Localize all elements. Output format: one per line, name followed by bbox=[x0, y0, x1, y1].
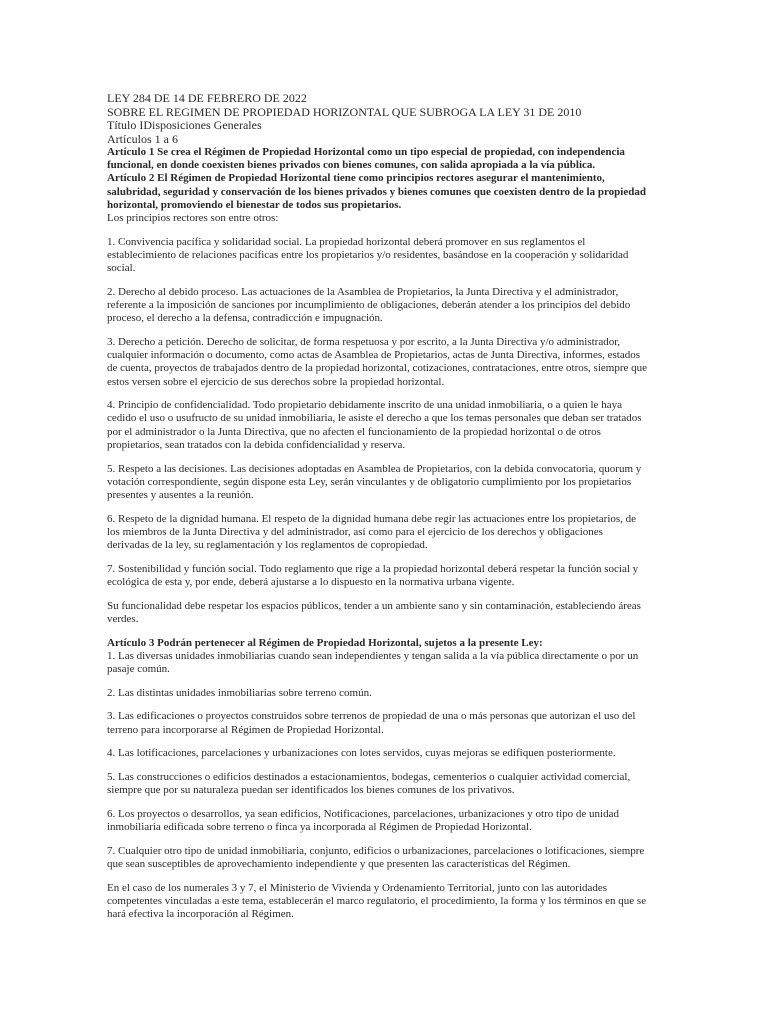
articulo-3-line: 1. Las diversas unidades inmobiliarias cuando sean independientes y tengan salida a la vía pública directamente o por un bbox=[107, 649, 639, 662]
principio-6 bbox=[107, 513, 667, 553]
articulo-3-line: pasaje común. bbox=[107, 663, 170, 675]
articulo-3-line: terreno para incorporarse al Régimen de Propiedad Horizontal. bbox=[107, 723, 384, 736]
articulo-3-line: que sean susceptibles de aprovechamiento independiente y que presenten las características del Régimen. bbox=[107, 858, 571, 871]
principio-line: proceso, el derecho a la defensa, contradicción e impugnación. bbox=[107, 312, 383, 325]
principio-line: derivadas de la ley, su reglamentación y los reglamentos de copropiedad. bbox=[107, 539, 428, 552]
principio-2 bbox=[107, 286, 667, 326]
articulo-2-line: horizontal, promoviendo el bienestar de todos sus propietarios. bbox=[107, 198, 402, 211]
articulo-3-item-3 bbox=[107, 710, 667, 736]
articulo-2-line: Artículo 2 El Régimen de Propiedad Horizontal tiene como principios rectores asegurar el mantenimiento, bbox=[107, 172, 605, 185]
principio-line: 5. Respeto a las decisiones. Las decisiones adoptadas en Asamblea de Propietarios, con la debida convocatoria, quorum y bbox=[107, 462, 642, 475]
articulo-3-closing bbox=[107, 882, 667, 922]
principio-5 bbox=[107, 463, 667, 503]
principio-4 bbox=[107, 399, 667, 452]
articulo-3-item-1 bbox=[107, 650, 667, 676]
principio-line: 1. Convivencia pacífica y solidaridad social. La propiedad horizontal deberá promover en sus reglamentos el bbox=[107, 235, 586, 248]
principio-line: establecimiento de relaciones pacíficas entre los propietarios y/o residentes, basándose en la cooperación y solidaridad bbox=[107, 248, 629, 261]
articulo-3-item-2 bbox=[107, 687, 667, 700]
principio-line: social. bbox=[107, 262, 136, 275]
principio-line: estos versen sobre el ejercicio de sus derechos sobre la propiedad horizontal. bbox=[107, 375, 445, 388]
title-heading: Título IDisposiciones Generales bbox=[107, 118, 262, 132]
articulo-1 bbox=[107, 146, 667, 172]
principios-intro bbox=[107, 212, 667, 225]
articulo-2-line: salubridad, seguridad y conservación de los bienes privados y bienes comunes que coexisten dentro de la propiedad bbox=[107, 185, 646, 198]
law-title: LEY 284 DE 14 DE FEBRERO DE 2022 bbox=[107, 91, 307, 105]
principio-3 bbox=[107, 336, 667, 389]
articles-range: Artículos 1 a 6 bbox=[107, 131, 178, 146]
principio-line: de cuenta, proyectos de trabajados dentro de la propiedad horizontal, cotizaciones, contrataciones, entre otros, siempre que bbox=[107, 362, 648, 375]
principio-line: cualquier información o documento, como actas de Asamblea de Propietarios, actas de Junta Directiva, informes, estados bbox=[107, 349, 641, 362]
principio-line: por el administrador o la Junta Directiva, que no afecten el funcionamiento de la propiedad horizontal o de otros bbox=[107, 425, 601, 438]
principio-line: 6. Respeto de la dignidad humana. El respeto de la dignidad humana debe regir las actuaciones entre los propietarios, de bbox=[107, 512, 637, 525]
articulo-3-heading: Artículo 3 Podrán pertenecer al Régimen de Propiedad Horizontal, sujetos a la presente Ley: bbox=[107, 636, 543, 649]
articulo-1-line: funcional, en donde coexisten bienes privados con bienes comunes, con salida apropiada a la vía pública. bbox=[107, 159, 596, 172]
principio-line: presentes y ausentes a la reunión. bbox=[107, 488, 254, 501]
articulo-3-item-5 bbox=[107, 771, 667, 797]
principio-line: los miembros de la Junta Directiva y del administrador, así como para el ejercicio de los derechos y obligaciones bbox=[107, 525, 603, 538]
principio-line: Su funcionalidad debe respetar los espacios públicos, tender a un ambiente sano y sin contaminación, estableciendo áreas bbox=[107, 599, 641, 612]
principio-line: referente a la imposición de sanciones por incumplimiento de obligaciones, deberán atender a los principios del debido bbox=[107, 299, 631, 312]
articulo-3-line: En el caso de los numerales 3 y 7, el Ministerio de Vivienda y Ordenamiento Territorial, junto con las autoridades bbox=[107, 881, 608, 894]
principio-line: verdes. bbox=[107, 612, 139, 625]
articulo-3-line: 6. Los proyectos o desarrollos, ya sean edificios, Notificaciones, parcelaciones, urbanizaciones y otro tipo de unidad bbox=[107, 807, 619, 820]
articulo-3-line: competentes vinculadas a este tema, establecerán el marco regulatorio, el procedimiento, la forma y los términos en que se bbox=[107, 894, 647, 907]
articulo-3-item-4 bbox=[107, 747, 667, 760]
principios-intro-text: Los principios rectores son entre otros: bbox=[107, 212, 279, 225]
articulo-3-item-7 bbox=[107, 845, 667, 871]
principio-line: ecológica de esta y, por ende, deberá ajustarse a lo dispuesto en la normativa urbana vigente. bbox=[107, 575, 515, 588]
principio-line: propietarios, sean tratados con la debida confidencialidad y reserva. bbox=[107, 438, 406, 451]
articulo-3-item-6 bbox=[107, 808, 667, 834]
articulo-3-line: 2. Las distintas unidades inmobiliarias sobre terreno común. bbox=[107, 686, 372, 699]
principio-1 bbox=[107, 236, 667, 276]
articulo-3-line: hará efectiva la incorporación al Régimen. bbox=[107, 908, 294, 921]
principio-line: votación correspondiente, según dispone esta Ley, serán vinculantes y de obligatorio cumplimiento por los propietarios bbox=[107, 475, 632, 488]
articulo-3-line: 5. Las construcciones o edificios destinados a estacionamientos, bodegas, cementerios o cualquier actividad comercial, bbox=[107, 771, 631, 784]
articulo-3-line: inmobiliaria edificada sobre terreno o finca ya incorporada al Régimen de Propiedad Horizontal. bbox=[107, 821, 532, 834]
principio-line: 4. Principio de confidencialidad. Todo propietario debidamente inscrito de una unidad inmobiliaria, o a quien le haya bbox=[107, 399, 622, 412]
articulo-3-line: siempre que por su naturaleza puedan ser identificados los bienes comunes de los privativos. bbox=[107, 784, 515, 797]
articulo-2 bbox=[107, 172, 667, 212]
principio-line: cedido el uso o usufructo de su unidad inmobiliaria, le asiste el derecho a que los temas personales que deban ser tratados bbox=[107, 412, 642, 425]
articulo-3-line: 3. Las edificaciones o proyectos construidos sobre terrenos de propiedad de una o más personas que autorizan el uso del bbox=[107, 710, 636, 723]
principio-line: 3. Derecho a petición. Derecho de solicitar, de forma respetuosa y por escrito, a la Junta Directiva y/o administrador, bbox=[107, 335, 621, 348]
document-header bbox=[107, 92, 667, 146]
document-body bbox=[107, 92, 667, 932]
articulo-1-line: Artículo 1 Se crea el Régimen de Propiedad Horizontal como un tipo especial de propiedad, con independencia bbox=[107, 146, 625, 158]
principio-line: 7. Sostenibilidad y función social. Todo reglamento que rige a la propiedad horizontal deberá respetar la función social y bbox=[107, 562, 639, 575]
articulo-3-line: 7. Cualquier otro tipo de unidad inmobiliaria, conjunto, edificios o urbanizaciones, parcelaciones o lotificaciones, siempre bbox=[107, 844, 645, 857]
principio-line: 2. Derecho al debido proceso. Las actuaciones de la Asamblea de Propietarios, la Junta Directiva y el administrador, bbox=[107, 285, 619, 298]
funcionalidad-paragraph bbox=[107, 600, 667, 626]
articulo-3 bbox=[107, 637, 667, 650]
articulo-3-line: 4. Las lotificaciones, parcelaciones y urbanizaciones con lotes servidos, cuyas mejoras se edifiquen posteriormente. bbox=[107, 747, 616, 760]
principio-7 bbox=[107, 563, 667, 589]
law-subtitle: SOBRE EL REGIMEN DE PROPIEDAD HORIZONTAL QUE SUBROGA LA LEY 31 DE 2010 bbox=[107, 104, 582, 119]
